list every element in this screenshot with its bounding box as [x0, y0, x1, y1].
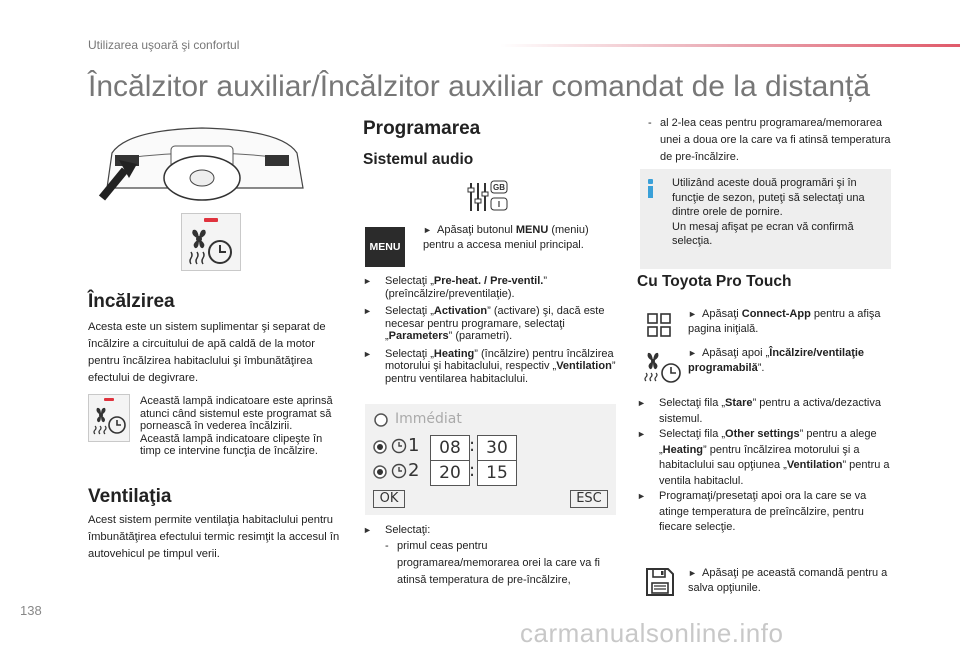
svg-text:GB: GB	[493, 183, 505, 192]
arrow-icon: ►	[688, 348, 697, 358]
lamp-text-1: Această lampă indicatoare este aprinsă atunci când sistemul este programat să pornească în vederea încălzirii.	[140, 395, 333, 432]
list-item: ► Selectaţi „Activation” (activare) şi, dacă este necesar pentru programare, selectaţi „Parameters” (parametri).	[363, 305, 605, 342]
arrow-icon: ►	[637, 398, 646, 408]
watermark: carmanualsonline.info	[520, 618, 784, 648]
immediate-label: Immédiat	[395, 411, 462, 427]
list-item: ► Selectaţi „Pre-heat. / Pre-ventil.” (preîncălzire/preventilaţie).	[363, 275, 548, 300]
header-line	[500, 44, 960, 47]
arrow-icon: ►	[363, 276, 372, 286]
list-item: ► Programaţi/presetaţi apoi ora la care se va atinge temperatura de preîncălzire, pentru fiecare selecţie.	[637, 490, 867, 533]
ventilation-text: Acest sistem permite ventilaţia habitaclului pentru îmbunătăţirea efectului termic resimţit la accesul în autovehicul pe timpul verii.	[88, 514, 340, 560]
heating-heading: Încălzirea	[88, 291, 175, 312]
list-item: - al 2-lea ceas pentru programarea/memorarea unei a doua ore la care va fi atinsă temperatura de pre-încălzire.	[648, 117, 891, 163]
arrow-icon: ►	[688, 309, 697, 319]
toyota-bullets	[637, 396, 899, 536]
ok-button[interactable]: OK	[373, 490, 405, 508]
press-menu-key: MENU	[515, 224, 549, 236]
connect-instruction: ► Apăsaţi Connect-App pentru a afişa pagina iniţială.	[688, 308, 881, 335]
connect-app-icon[interactable]	[646, 312, 672, 338]
programming-heading: Programarea	[363, 118, 481, 139]
arrow-icon: ►	[363, 348, 372, 359]
row2-colon: :	[469, 460, 476, 481]
radio-empty-icon[interactable]	[373, 412, 389, 428]
info-icon	[648, 179, 653, 199]
section-header: Utilizarea uşoară şi confortul	[88, 38, 240, 52]
press-menu-instruction	[423, 223, 618, 252]
save-instruction: ► Apăsaţi pe această comandă pentru a salva opţiunile.	[688, 567, 888, 594]
radio-selected-icon[interactable]	[372, 464, 388, 480]
ventilation-heading: Ventilaţia	[88, 486, 172, 507]
select-list	[363, 523, 603, 589]
svg-text:I: I	[497, 200, 501, 209]
row1-minute-field[interactable]: 30	[477, 435, 517, 461]
radio-selected-icon[interactable]	[372, 439, 388, 455]
heating-vent-instruction: ► Apăsaţi apoi „Încălzire/ventilaţie programabilă”.	[688, 347, 865, 374]
press-menu-post: (meniu) pentru a accesa meniul principal.	[423, 224, 589, 251]
list-item: - primul ceas pentru programarea/memorarea orei la care va fi atinsă temperatura de pre-încălzire,	[385, 539, 600, 586]
arrow-icon: ►	[637, 429, 646, 439]
row1-index: 1	[408, 435, 420, 456]
menu-button[interactable]: MENU	[365, 227, 405, 267]
arrow-icon: ►	[688, 568, 697, 578]
toyota-heading: Cu Toyota Pro Touch	[637, 273, 792, 290]
row1-hour-field[interactable]: 08	[430, 435, 470, 461]
arrow-icon: ►	[423, 225, 432, 235]
row1-colon: :	[469, 435, 476, 456]
arrow-icon: ►	[363, 306, 372, 316]
select-label-row: ► Selectaţi:	[363, 524, 431, 536]
clock-icon	[391, 438, 407, 454]
audio-bullets	[363, 275, 616, 385]
programming-screen	[365, 404, 616, 515]
list-item: ► Selectaţi fila „Stare” pentru a activa/dezactiva sistemul.	[637, 397, 881, 425]
heating-text: Acesta este un sistem suplimentar şi separat de încălzire a circuitului de apă caldă de la motor pentru încălzirea habitaclului şi îmbunătăţirea efectului de degivrare.	[88, 321, 326, 384]
audio-heading: Sistemul audio	[363, 151, 474, 168]
esc-button[interactable]: ESC	[570, 490, 608, 508]
row2-minute-field[interactable]: 15	[477, 460, 517, 486]
page-number: 138	[20, 603, 42, 618]
clock-icon	[391, 463, 407, 479]
heating-ventilation-icon[interactable]	[641, 349, 683, 385]
arrow-icon: ►	[637, 491, 646, 501]
lamp-description	[140, 395, 345, 458]
settings-gb-icon	[467, 179, 511, 215]
page-title: Încălzitor auxiliar/Încălzitor auxiliar comandat de la distanță	[88, 70, 871, 103]
arrow-icon: ►	[363, 525, 372, 535]
info-box	[640, 169, 891, 269]
heater-lamp-icon	[181, 213, 241, 271]
info-text-1: Utilizând aceste două programări şi în funcţie de sezon, puteţi să selectaţi una dintre orele de pornire.	[672, 177, 865, 218]
info-text-2: Un mesaj afişat pe ecran vă confirmă selecţia.	[672, 220, 854, 247]
press-menu-pre: Apăsaţi butonul	[437, 224, 516, 236]
row2-hour-field[interactable]: 20	[430, 460, 470, 486]
list-item: ► Selectaţi fila „Other settings” pentru a alege „Heating” pentru încălzirea motorului şi a habitaclului sau opţiunea „Ventilation” pentru a ventila habitaclul.	[637, 428, 890, 487]
row2-index: 2	[408, 460, 420, 481]
save-icon[interactable]	[644, 566, 676, 598]
dashboard-illustration	[97, 118, 312, 208]
heater-lamp-small-icon	[88, 394, 130, 442]
select-item-2	[640, 115, 895, 166]
list-item: ► Selectaţi „Heating” (încălzire) pentru încălzirea motorului şi habitaclului, respectiv „Ventilation” pentru ventilarea habitaclului.	[363, 347, 616, 385]
lamp-text-2: Această lampă indicatoare clipeşte în timp ce intervine funcţia de încălzire.	[140, 432, 323, 457]
